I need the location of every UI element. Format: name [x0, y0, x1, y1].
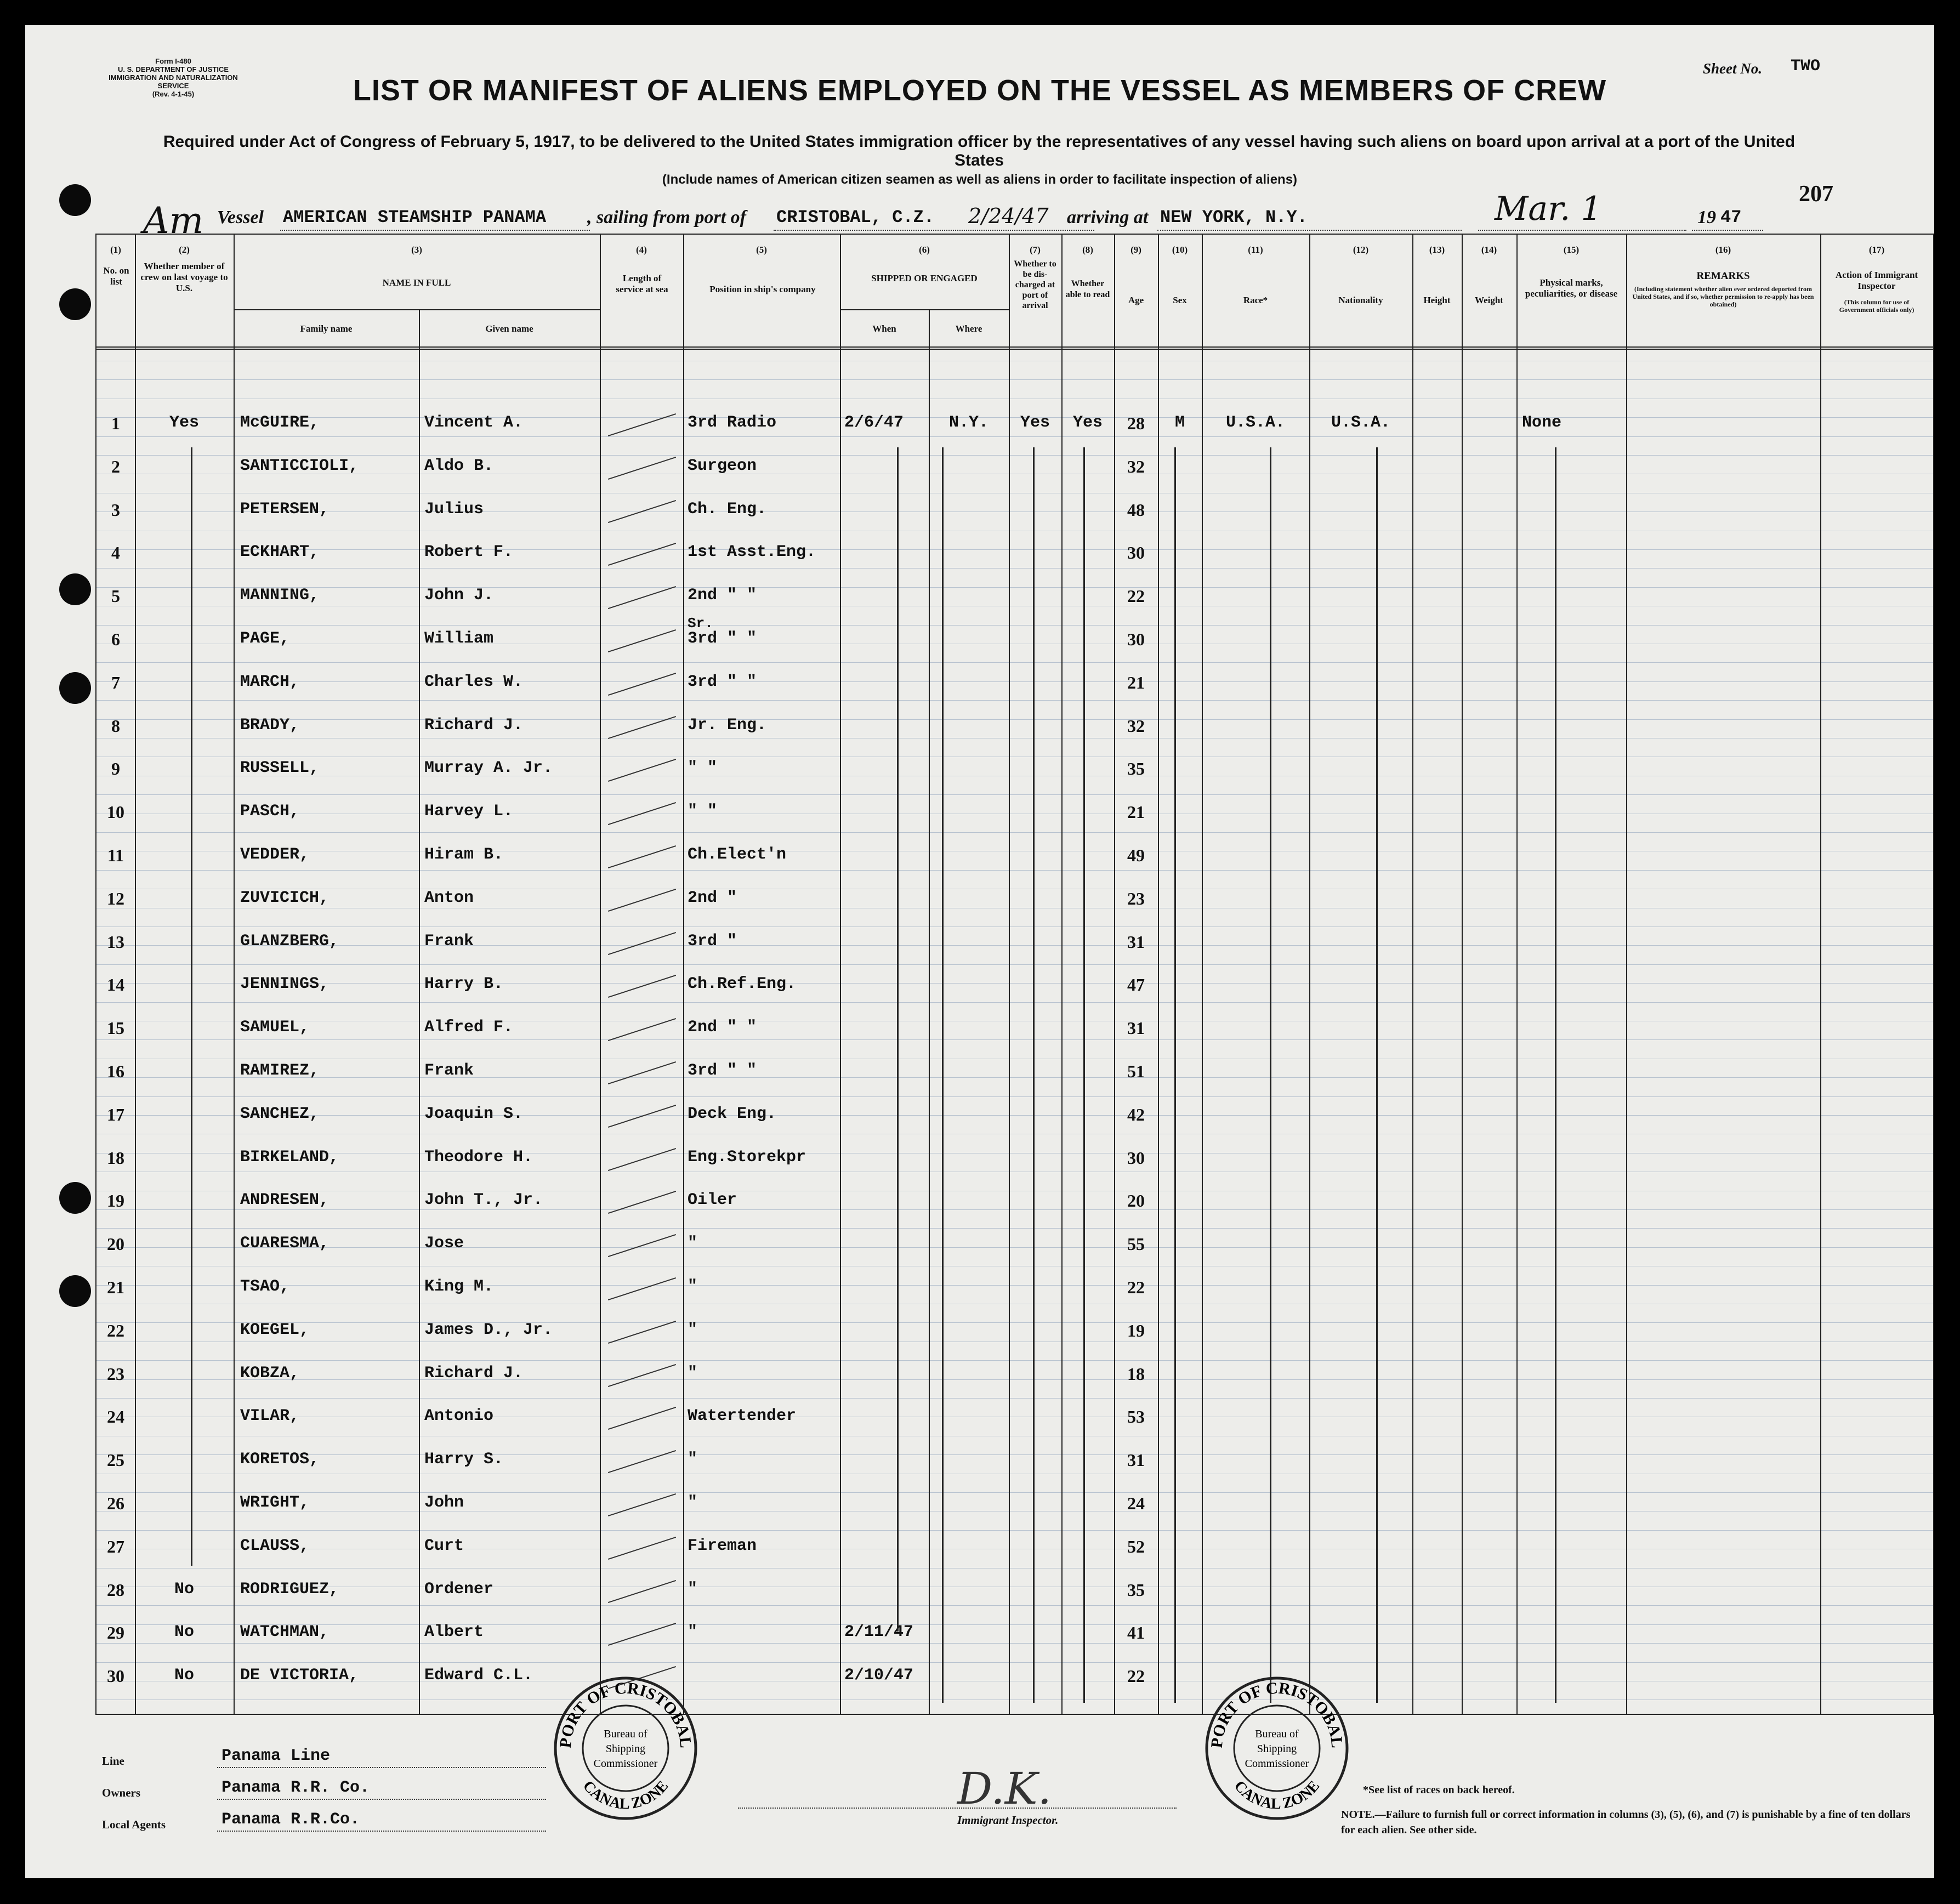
given-name-cell: Robert F.	[424, 543, 514, 562]
stamp-inner-2: Shipping	[1257, 1743, 1297, 1755]
col-2-num: (2)	[179, 245, 190, 255]
row-number: 1	[111, 413, 120, 433]
col-11-num: (11)	[1248, 245, 1263, 255]
given-name-cell: Curt	[424, 1536, 464, 1555]
service-check-mark	[608, 932, 676, 955]
service-check-mark	[608, 759, 676, 782]
col-1-num: (1)	[110, 245, 121, 255]
physical-marks-cell: None	[1522, 413, 1562, 432]
col-service-header: Length of service at sea	[616, 273, 668, 294]
age-cell: 35	[1127, 759, 1145, 779]
age-cell: 32	[1127, 715, 1145, 736]
position-cell: " "	[688, 802, 718, 821]
row-number: 30	[107, 1666, 124, 1686]
row-number: 25	[107, 1450, 124, 1470]
service-check-mark	[608, 1364, 676, 1387]
family-name-cell: WRIGHT,	[240, 1493, 310, 1512]
row-number: 4	[111, 543, 120, 563]
col-5-num: (5)	[756, 245, 767, 255]
row-number: 5	[111, 586, 120, 606]
col-age-header: Age	[1128, 295, 1144, 305]
inspector-label: Immigrant Inspector.	[957, 1814, 1059, 1827]
age-cell: 31	[1127, 1018, 1145, 1038]
department: U. S. DEPARTMENT OF JUSTICE	[118, 65, 229, 73]
shipped-when-cell: 2/6/47	[844, 413, 904, 432]
service-check-mark	[608, 1580, 676, 1603]
row-number: 21	[107, 1277, 124, 1297]
family-name-cell: VEDDER,	[240, 845, 310, 864]
age-cell: 42	[1127, 1104, 1145, 1124]
service-check-mark	[608, 845, 676, 868]
arrival-date: Mar. 1	[1495, 190, 1602, 228]
nationality-cell: U.S.A.	[1331, 413, 1391, 432]
family-name-cell: SAMUEL,	[240, 1018, 310, 1037]
col-15-num: (15)	[1563, 245, 1580, 255]
svg-text:CANAL ZONE	[580, 1777, 672, 1812]
given-name-cell: Frank	[424, 1061, 474, 1080]
family-name-cell: KOBZA,	[240, 1363, 300, 1383]
given-name-cell: Harry B.	[424, 975, 504, 994]
row-number: 9	[111, 759, 120, 779]
given-name-cell: Aldo B.	[424, 456, 494, 475]
service-check-mark	[608, 1537, 676, 1560]
last-voyage-cell: Yes	[169, 413, 199, 432]
service-check-mark	[608, 1450, 676, 1473]
row-number: 19	[107, 1191, 124, 1211]
age-cell: 31	[1127, 931, 1145, 952]
punch-hole	[59, 573, 91, 605]
service-check-mark	[608, 543, 676, 566]
family-name-cell: TSAO,	[240, 1277, 290, 1296]
age-cell: 47	[1127, 975, 1145, 995]
family-name-cell: ZUVICICH,	[240, 888, 329, 907]
sailing-date: 2/24/47	[968, 204, 1049, 228]
age-cell: 31	[1127, 1450, 1145, 1470]
given-name-cell: Edward C.L.	[424, 1666, 533, 1685]
row-number: 16	[107, 1061, 124, 1081]
given-name-cell: William	[424, 629, 494, 648]
family-name-cell: ECKHART,	[240, 543, 320, 562]
row-number: 24	[107, 1407, 124, 1427]
given-name-cell: Murray A. Jr.	[424, 759, 553, 778]
agents-label: Local Agents	[102, 1818, 166, 1831]
col-weight-header: Weight	[1475, 295, 1503, 305]
col-nationality-header: Nationality	[1338, 295, 1383, 305]
owners-label: Owners	[102, 1786, 140, 1799]
position-cell: "	[688, 1493, 698, 1512]
family-name-cell: RODRIGUEZ,	[240, 1579, 339, 1599]
age-cell: 20	[1127, 1191, 1145, 1211]
col-16-num: (16)	[1715, 245, 1731, 255]
sex-cell: M	[1174, 413, 1185, 432]
col-10-num: (10)	[1172, 245, 1188, 255]
agents-value: Panama R.R.Co.	[221, 1810, 360, 1829]
stamp-inner-1: Bureau of	[604, 1728, 647, 1740]
last-voyage-cell: No	[174, 1579, 194, 1599]
shipped-where-cell: N.Y.	[948, 413, 988, 432]
service-check-mark	[608, 975, 676, 998]
col-height-header: Height	[1423, 295, 1451, 305]
row-number: 15	[107, 1018, 124, 1038]
position-cell: 3rd " "	[688, 629, 757, 648]
age-cell: 22	[1127, 586, 1145, 606]
age-cell: 24	[1127, 1493, 1145, 1513]
col-read-header: Whether able to read	[1065, 279, 1110, 299]
col-remarks-header: REMARKS	[1696, 270, 1750, 282]
col-discharged-header: Whether to be dis- charged at port of arrival	[1014, 259, 1056, 310]
service-check-mark	[608, 1191, 676, 1214]
service-check-mark	[608, 1407, 676, 1430]
year: 47	[1720, 207, 1742, 228]
given-name-cell: Anton	[424, 888, 474, 907]
position-cell: 3rd "	[688, 931, 737, 951]
punch-hole	[59, 672, 91, 704]
age-cell: 49	[1127, 845, 1145, 865]
col-family-header: Family name	[300, 323, 353, 334]
given-name-cell: Charles W.	[424, 672, 524, 691]
age-cell: 22	[1127, 1666, 1145, 1686]
family-name-cell: CLAUSS,	[240, 1536, 310, 1555]
position-cell: Ch.Ref.Eng.	[688, 975, 797, 994]
family-name-cell: KOEGEL,	[240, 1320, 310, 1339]
row-number: 3	[111, 499, 120, 520]
service-check-mark	[608, 1277, 676, 1300]
service-check-mark	[608, 1061, 676, 1084]
position-cell: Deck Eng.	[688, 1104, 777, 1123]
to-port: NEW YORK, N.Y.	[1160, 207, 1308, 228]
given-name-cell: Julius	[424, 499, 484, 519]
col-action-sub: (This column for use of Government officials only)	[1839, 298, 1914, 314]
punch-hole	[59, 184, 91, 216]
col-4-num: (4)	[636, 245, 647, 255]
family-name-cell: SANCHEZ,	[240, 1104, 320, 1123]
given-name-cell: Richard J.	[424, 715, 524, 735]
given-name-cell: Theodore H.	[424, 1147, 533, 1167]
given-name-cell: King M.	[424, 1277, 494, 1296]
family-name-cell: ANDRESEN,	[240, 1191, 329, 1210]
stamp-inner-3: Commissioner	[1245, 1758, 1309, 1770]
shipped-when-cell: 2/11/47	[844, 1623, 914, 1642]
stamp-bottom-text: CANAL ZONE	[579, 1777, 672, 1813]
position-cell: "	[688, 1579, 698, 1599]
col-13-num: (13)	[1429, 245, 1445, 255]
col-last-voyage-header: Whether member of crew on last voyage to U.S.	[140, 261, 228, 293]
page-number: 207	[1799, 181, 1833, 207]
service-check-mark	[608, 457, 676, 480]
from-port: CRISTOBAL, C.Z.	[776, 207, 935, 228]
position-cell: 2nd " "	[688, 1018, 757, 1037]
stamp-inner-3: Commissioner	[593, 1758, 658, 1770]
row-number: 7	[111, 672, 120, 692]
family-name-cell: CUARESMA,	[240, 1234, 329, 1253]
age-cell: 30	[1127, 629, 1145, 649]
row-number: 12	[107, 888, 124, 908]
service-check-mark	[608, 1018, 676, 1041]
given-name-cell: Ordener	[424, 1579, 494, 1599]
given-name-cell: Vincent A.	[424, 413, 524, 432]
col-where-header: Where	[955, 323, 982, 334]
given-name-cell: Jose	[424, 1234, 464, 1253]
position-cell: Ch.Elect'n	[688, 845, 787, 864]
position-cell: Surgeon	[688, 456, 757, 475]
row-number: 8	[111, 715, 120, 736]
form-number: Form I-480	[155, 57, 191, 65]
given-name-cell: Richard J.	[424, 1363, 524, 1383]
given-name-cell: Harry S.	[424, 1450, 504, 1469]
position-cell: Fireman	[688, 1536, 757, 1555]
able-to-read-cell: Yes	[1072, 413, 1103, 432]
shipped-when-cell: 2/10/47	[844, 1666, 914, 1685]
margin-note: Am	[143, 200, 204, 242]
col-no-header: No. on list	[103, 265, 129, 287]
vessel-name: AMERICAN STEAMSHIP PANAMA	[283, 207, 547, 228]
given-name-cell: Frank	[424, 931, 474, 951]
family-name-cell: GLANZBERG,	[240, 931, 339, 951]
family-name-cell: BIRKELAND,	[240, 1147, 339, 1167]
service: IMMIGRATION AND NATURALIZATION SERVICE	[109, 73, 238, 90]
row-number: 2	[111, 456, 120, 476]
family-name-cell: MANNING,	[240, 586, 320, 605]
family-name-cell: KORETOS,	[240, 1450, 320, 1469]
given-name-cell: Alfred F.	[424, 1018, 514, 1037]
col-12-num: (12)	[1353, 245, 1369, 255]
position-cell: "	[688, 1320, 698, 1339]
position-cell: "	[688, 1234, 698, 1253]
last-voyage-cell: No	[174, 1623, 194, 1642]
service-check-mark	[608, 1623, 676, 1646]
year-prefix: 19	[1697, 207, 1716, 228]
family-name-cell: RUSSELL,	[240, 759, 320, 778]
row-number: 20	[107, 1234, 124, 1254]
position-cell: Ch. Eng.	[688, 499, 767, 519]
row-number: 11	[107, 845, 124, 865]
service-check-mark	[608, 1321, 676, 1344]
position-cell: "	[688, 1277, 698, 1296]
given-name-cell: Joaquin S.	[424, 1104, 524, 1123]
punch-hole	[59, 1182, 91, 1214]
given-name-cell: Hiram B.	[424, 845, 504, 864]
position-cell: Eng.Storekpr	[688, 1147, 806, 1167]
line-label: Line	[102, 1754, 124, 1767]
service-check-mark	[608, 629, 676, 652]
race-cell: U.S.A.	[1225, 413, 1286, 432]
row-number: 27	[107, 1536, 124, 1556]
position-cell: "	[688, 1363, 698, 1383]
age-cell: 32	[1127, 456, 1145, 476]
given-name-cell: John T., Jr.	[424, 1191, 543, 1210]
col-8-num: (8)	[1082, 245, 1093, 255]
family-name-cell: McGUIRE,	[240, 413, 320, 432]
service-check-mark	[608, 1148, 676, 1171]
given-name-cell: John J.	[424, 586, 494, 605]
given-name-cell: John	[424, 1493, 464, 1512]
port-stamp-left	[552, 1674, 700, 1822]
age-cell: 51	[1127, 1061, 1145, 1081]
family-name-cell: BRADY,	[240, 715, 300, 735]
position-cell: 1st Asst.Eng.	[688, 543, 816, 562]
manifest-sheet	[25, 25, 1934, 1878]
svg-text:CANAL ZONE	[1231, 1777, 1323, 1812]
service-check-mark	[608, 1105, 676, 1128]
crew-table	[95, 234, 1934, 1715]
page-title: LIST OR MANIFEST OF ALIENS EMPLOYED ON THE VESSEL AS MEMBERS OF CREW	[353, 74, 1607, 107]
family-name-cell: PASCH,	[240, 802, 300, 821]
row-number: 26	[107, 1493, 124, 1513]
discharged-cell: Yes	[1020, 413, 1050, 432]
given-name-cell: Albert	[424, 1623, 484, 1642]
age-cell: 48	[1127, 499, 1145, 520]
position-cell: "	[688, 1623, 698, 1642]
row-number: 6	[111, 629, 120, 649]
port-stamp-right	[1203, 1674, 1351, 1822]
age-cell: 18	[1127, 1363, 1145, 1384]
family-name-cell: WATCHMAN,	[240, 1623, 329, 1642]
col-6-num: (6)	[919, 245, 930, 255]
col-race-header: Race*	[1243, 295, 1268, 305]
position-cell: 2nd " "	[688, 586, 757, 605]
arriving-label: arriving at	[1067, 207, 1149, 228]
include-note: (Include names of American citizen seamen as well as aliens in order to facilitate inspection of aliens)	[662, 172, 1298, 187]
family-name-cell: SANTICCIOLI,	[240, 456, 359, 475]
col-position-header: Position in ship's company	[709, 284, 816, 294]
col-7-num: (7)	[1030, 245, 1041, 255]
col-given-header: Given name	[485, 323, 533, 334]
col-sex-header: Sex	[1173, 295, 1187, 305]
position-cell: Watertender	[688, 1407, 797, 1426]
position-cell: 3rd Radio	[688, 413, 777, 432]
position-cell: 3rd " "	[688, 672, 757, 691]
col-name-header: NAME IN FULL	[382, 277, 451, 288]
stamp-top-text: PORT OF CRISTOBAL	[1207, 1679, 1347, 1749]
stamp-bottom-text: CANAL ZONE	[1230, 1777, 1323, 1813]
stamp-top-text: PORT OF CRISTOBAL	[556, 1679, 695, 1749]
col-when-header: When	[872, 323, 896, 334]
row-number: 18	[107, 1147, 124, 1168]
family-name-cell: PETERSEN,	[240, 499, 329, 519]
row-number: 14	[107, 975, 124, 995]
family-name-cell: VILAR,	[240, 1407, 300, 1426]
col-14-num: (14)	[1481, 245, 1497, 255]
line-value: Panama Line	[221, 1747, 331, 1765]
col-physical-header: Physical marks, peculiarities, or disease	[1525, 277, 1618, 299]
age-cell: 22	[1127, 1277, 1145, 1297]
position-cell: 2nd "	[688, 888, 737, 907]
service-check-mark	[608, 1234, 676, 1257]
page-subtitle: Required under Act of Congress of February 5, 1917, to be delivered to the United States immigration officer by the representatives of any vessel having such aliens on board upon arrival at a port of the United States	[163, 133, 1796, 169]
age-cell: 35	[1127, 1579, 1145, 1600]
stamp-inner-1: Bureau of	[1255, 1728, 1299, 1740]
row-number: 28	[107, 1579, 124, 1600]
punch-hole	[59, 288, 91, 320]
last-voyage-cell: No	[174, 1666, 194, 1685]
col-9-num: (9)	[1130, 245, 1141, 255]
sheet-number-label: Sheet No.	[1703, 60, 1762, 77]
row-number: 23	[107, 1363, 124, 1384]
given-name-cell: Harvey L.	[424, 802, 514, 821]
stamp-inner-2: Shipping	[605, 1743, 646, 1755]
age-cell: 21	[1127, 802, 1145, 822]
given-name-cell: Antonio	[424, 1407, 494, 1426]
position-cell: Oiler	[688, 1191, 737, 1210]
family-name-cell: DE VICTORIA,	[240, 1666, 359, 1685]
age-cell: 30	[1127, 543, 1145, 563]
age-cell: 21	[1127, 672, 1145, 692]
position-prefix-cell: Sr.	[688, 615, 713, 632]
row-number: 22	[107, 1320, 124, 1340]
service-check-mark	[608, 673, 676, 696]
family-name-cell: RAMIREZ,	[240, 1061, 320, 1080]
age-cell: 41	[1127, 1623, 1145, 1643]
row-number: 29	[107, 1623, 124, 1643]
position-cell: 3rd " "	[688, 1061, 757, 1080]
age-cell: 55	[1127, 1234, 1145, 1254]
punch-hole	[59, 1275, 91, 1307]
row-number: 13	[107, 931, 124, 952]
owners-value: Panama R.R. Co.	[221, 1778, 370, 1797]
col-17-num: (17)	[1868, 245, 1885, 255]
given-name-cell: James D., Jr.	[424, 1320, 553, 1339]
family-name-cell: JENNINGS,	[240, 975, 329, 994]
age-cell: 52	[1127, 1536, 1145, 1556]
age-cell: 30	[1127, 1147, 1145, 1168]
col-remarks-sub: (Including statement whether alien ever ordered deported from United States, and if so, whether permission to re-apply has been obtained)	[1632, 285, 1814, 308]
position-cell: " "	[688, 759, 718, 778]
row-number: 17	[107, 1104, 124, 1124]
age-cell: 28	[1127, 413, 1145, 433]
age-cell: 53	[1127, 1407, 1145, 1427]
family-name-cell: MARCH,	[240, 672, 300, 691]
position-cell: "	[688, 1450, 698, 1469]
vessel-label: Vessel	[217, 207, 264, 228]
age-cell: 23	[1127, 888, 1145, 908]
fine-note: NOTE.—Failure to furnish full or correct information in columns (3), (5), (6), and (7) is punishable by a fine of ten dollars for each alien. See other side.	[1341, 1809, 1911, 1836]
sailing-label: , sailing from port of	[587, 207, 746, 228]
sheet-number: TWO	[1791, 57, 1821, 76]
col-action-header: Action of Immigrant Inspector	[1835, 270, 1918, 291]
race-note: *See list of races on back hereof.	[1363, 1784, 1515, 1796]
revision: (Rev. 4-1-45)	[152, 90, 195, 98]
col-3-num: (3)	[411, 245, 422, 255]
service-check-mark	[608, 1493, 676, 1516]
age-cell: 19	[1127, 1320, 1145, 1340]
col-shipped-header: SHIPPED OR ENGAGED	[871, 273, 978, 283]
signature: D.K.	[957, 1763, 1052, 1814]
family-name-cell: PAGE,	[240, 629, 290, 648]
position-cell: Jr. Eng.	[688, 715, 767, 735]
row-number: 10	[107, 802, 124, 822]
